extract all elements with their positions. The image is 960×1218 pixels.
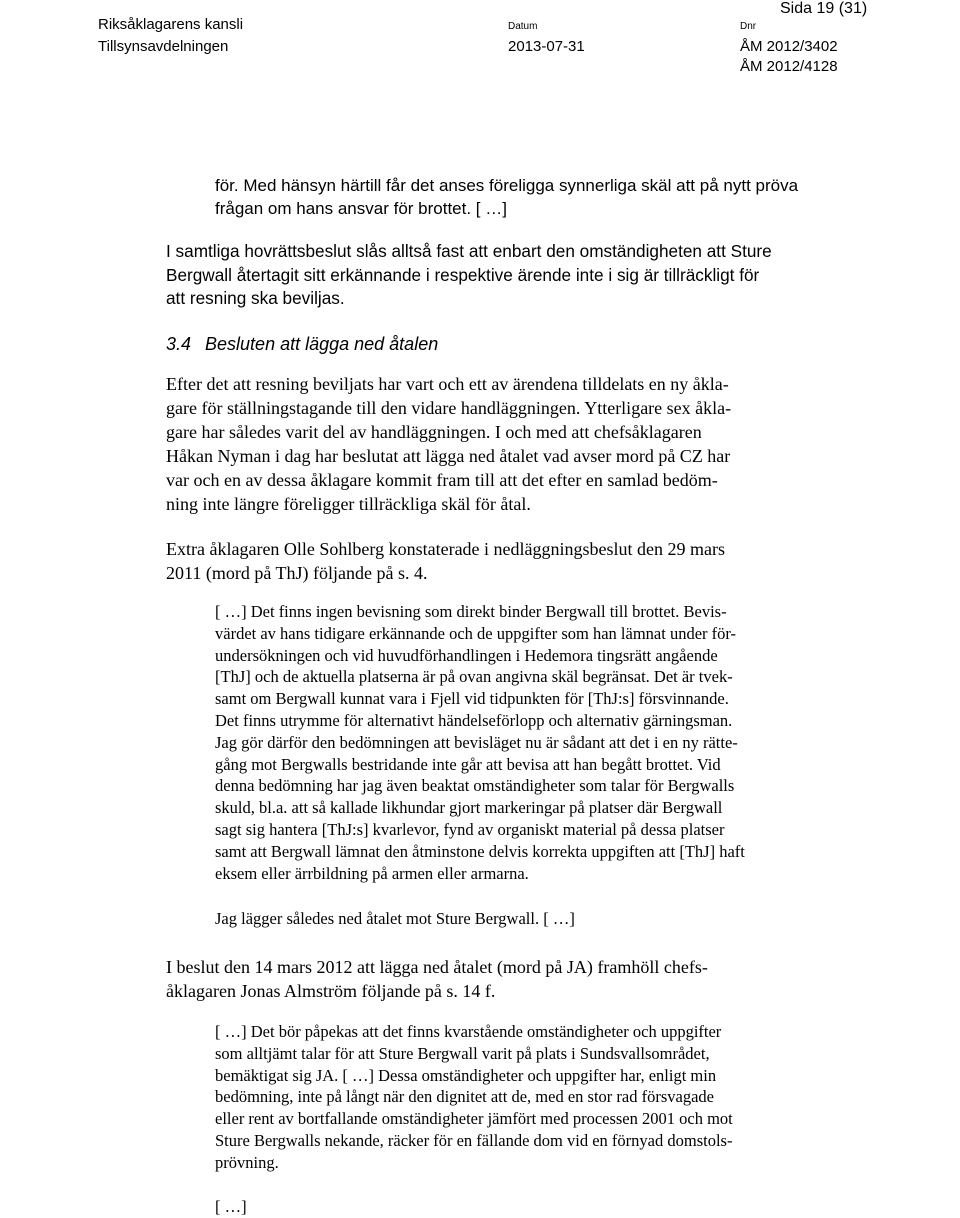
quote-line: samt att Bergwall lämnat den åtminstone delvis korrekta uppgiften att [ThJ] haft: [215, 841, 745, 861]
body-paragraph-sohlberg: [166, 537, 725, 585]
date-label: Datum: [508, 21, 538, 32]
body-line: gare har således varit del av handläggningen. I och med att chefsåklagaren: [166, 422, 702, 442]
page-number: Sida 19 (31): [780, 0, 868, 17]
body-paragraph-resning: [166, 372, 731, 516]
quote-line: bedömning, inte på långt när den dignitet att de, med en stor rad försvagade: [215, 1087, 714, 1107]
court-paragraph: [166, 240, 772, 311]
quote-line: [ …] Det bör påpekas att det finns kvarstående omständigheter och uppgifter: [215, 1022, 722, 1041]
dnr-primary: ÅM 2012/3402: [740, 38, 838, 55]
quote-sohlberg-conclusion: Jag lägger således ned åtalet mot Sture Bergwall. [ …]: [215, 909, 575, 928]
quote-line: eller rent av bortfallande omständigheter jämfört med processen 2001 och mot: [215, 1109, 733, 1129]
quote-line: skuld, bl.a. att så kallade likhundar gjort markeringar på platser där Bergwall: [215, 798, 723, 818]
body-line: ning inte längre föreligger tillräckliga skäl för åtal.: [166, 494, 531, 514]
dnr-label: Dnr: [740, 21, 757, 32]
quote-line: värdet av hans tidigare erkännande och de uppgifter som han lämnat under för-: [215, 623, 737, 643]
quote-line: Jag gör därför den bedömningen att bevisläget nu är sådant att det i en ny rätte-: [215, 732, 738, 752]
quote-line: [ThJ] och de aktuella platserna är på ovan angivna skäl begränsat. Det är tvek-: [215, 667, 733, 687]
body-line: Extra åklagaren Olle Sohlberg konstaterade i nedläggningsbeslut den 29 mars: [166, 539, 726, 559]
quote-line: eksem eller ärrbildning på armen eller armarna.: [215, 863, 529, 883]
section-number: 3.4: [166, 334, 192, 354]
quote-line: samt om Bergwall kunnat vara i Fjell vid tidpunkten för [ThJ:s] försvinnande.: [215, 689, 729, 709]
body-line: 2011 (mord på ThJ) följande på s. 4.: [166, 563, 428, 583]
dnr-secondary: ÅM 2012/4128: [740, 58, 838, 75]
quote-line: Sture Bergwalls nekande, räcker för en fällande dom vid en förnyad domstols-: [215, 1130, 733, 1150]
body-line: gare för ställningstagande till den vidare handläggningen. Ytterligare sex åkla-: [166, 398, 732, 418]
quote-line: Det finns utrymme för alternativt händelseförlopp och alternativ gärningsman.: [215, 710, 733, 730]
body-line: I beslut den 14 mars 2012 att lägga ned åtalet (mord på JA) framhöll chefs-: [166, 957, 708, 977]
intro-quote: [215, 174, 798, 220]
quote-line: prövning.: [215, 1152, 279, 1172]
quote-line: som alltjämt talar för att Sture Bergwall varit på plats i Sundsvallsområdet,: [215, 1043, 710, 1063]
quote-line: bemäktigat sig JA. [ …] Dessa omständigheter och uppgifter har, enligt min: [215, 1065, 717, 1085]
quote-line: gång mot Bergwalls bestridande inte går att bevisa att han begått brottet. Vid: [215, 754, 721, 774]
quote-almstrom: [215, 1021, 733, 1174]
org-name: Riksåklagarens kansli: [98, 16, 244, 33]
body-line: var och en av dessa åklagare kommit fram till att det efter en samlad bedöm-: [166, 470, 718, 490]
body-paragraph-almstrom: [166, 955, 708, 1003]
court-paragraph-line: Bergwall återtagit sitt erkännande i respektive ärende inte i sig är tillräckligt för: [166, 264, 760, 285]
quote-line: sagt sig hantera [ThJ:s] kvarlevor, fynd av organiskt material på dessa platser: [215, 819, 725, 839]
body-line: Håkan Nyman i dag har beslutat att lägga ned åtalet vad avser mord på CZ har: [166, 446, 731, 466]
quote-line: undersökningen och vid huvudförhandlingen i Hedemora tingsrätt angående: [215, 645, 718, 665]
document-date: 2013-07-31: [508, 38, 585, 55]
body-line: åklagaren Jonas Almström följande på s. 14 f.: [166, 981, 496, 1001]
trailing-ellipsis: [ …]: [215, 1197, 247, 1216]
quote-sohlberg: [215, 601, 745, 884]
quote-line: [ …] Det finns ingen bevisning som direkt binder Bergwall till brottet. Bevis-: [215, 602, 727, 621]
section-heading: [166, 334, 438, 355]
body-line: Efter det att resning beviljats har vart och ett av ärendena tilldelats en ny åkla-: [166, 374, 729, 394]
court-paragraph-line: I samtliga hovrättsbeslut slås alltså fast att enbart den omständigheten att Sture: [166, 241, 772, 261]
intro-quote-line: för. Med hänsyn härtill får det anses föreligga synnerliga skäl att på nytt pröva: [215, 176, 799, 195]
intro-quote-line: frågan om hans ansvar för brottet. [ …]: [215, 199, 507, 218]
section-title: Besluten att lägga ned åtalen: [205, 334, 439, 354]
dept-name: Tillsynsavdelningen: [98, 38, 229, 55]
quote-line: denna bedömning har jag även beaktat omständigheter som talar för Bergwalls: [215, 776, 735, 796]
court-paragraph-line: att resning ska beviljas.: [166, 288, 345, 308]
